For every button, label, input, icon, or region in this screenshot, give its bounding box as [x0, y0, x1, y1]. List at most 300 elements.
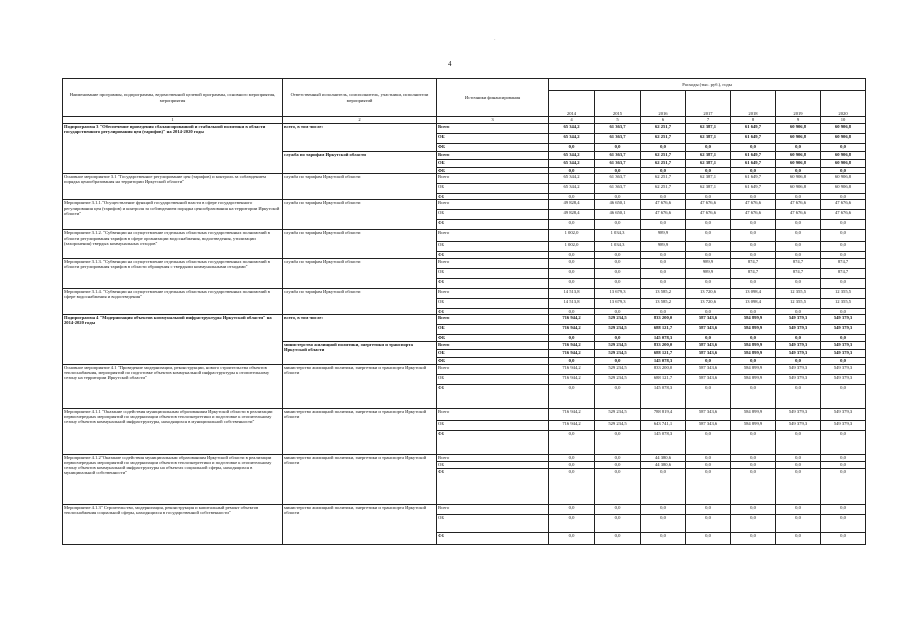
- value-cell: 61 363,7: [595, 184, 641, 194]
- value-cell: 0,0: [595, 168, 641, 174]
- value-cell: 587 343,6: [686, 420, 731, 430]
- column-number: 9: [776, 117, 821, 124]
- value-cell: 549 379,3: [821, 374, 866, 384]
- source-cell: Всего: [437, 504, 549, 514]
- value-cell: 60 906,8: [776, 152, 821, 160]
- value-cell: 0,0: [776, 334, 821, 341]
- value-cell: 549 379,3: [821, 314, 866, 324]
- value-cell: 0,0: [731, 384, 776, 408]
- value-cell: 0,0: [731, 514, 776, 532]
- value-cell: 0,0: [549, 268, 595, 278]
- value-cell: 13 098,4: [731, 288, 776, 298]
- value-cell: 0,0: [821, 144, 866, 152]
- value-cell: 549 379,3: [821, 408, 866, 420]
- value-cell: 874,7: [821, 258, 866, 268]
- value-cell: 145 078,3: [641, 430, 686, 454]
- executor-cell: министерство жилищной политики, энергетики и транспорта Иркутской области: [283, 504, 437, 544]
- value-cell: 0,0: [776, 252, 821, 258]
- value-cell: 0,0: [776, 468, 821, 504]
- value-cell: 0,0: [821, 532, 866, 544]
- value-cell: 0,0: [821, 468, 866, 504]
- value-cell: 0,0: [641, 144, 686, 152]
- executor-cell: министерство жилищной политики, энергетики и транспорта Иркутской области: [283, 364, 437, 408]
- value-cell: 549 379,3: [776, 420, 821, 430]
- value-cell: 0,0: [641, 252, 686, 258]
- value-cell: 529 234,5: [595, 420, 641, 430]
- column-number: 4: [549, 117, 595, 124]
- value-cell: 46 650,1: [595, 200, 641, 210]
- value-cell: 0,0: [549, 220, 595, 230]
- source-cell: Всего: [437, 230, 549, 242]
- value-cell: 61 649,7: [731, 184, 776, 194]
- value-cell: 47 676,6: [641, 210, 686, 220]
- value-cell: 0,0: [641, 278, 686, 288]
- value-cell: 46 650,1: [595, 210, 641, 220]
- value-cell: 0,0: [641, 220, 686, 230]
- value-cell: 0,0: [776, 308, 821, 314]
- program-name-cell: Мероприятие 4.1.2"Оказание содействия муниципальным образованиям Иркутской области в реализации первоочередных мероприятий по модернизации объектов теплоэнергетики и подготовке к отопительному сезону объектов коммунальной инфраструктуры на объектах социальной сферы, находящихся в муниципальной собственности": [63, 454, 283, 504]
- value-cell: 989,9: [686, 268, 731, 278]
- source-cell: Всего: [437, 341, 549, 349]
- value-cell: 0,0: [731, 334, 776, 341]
- value-cell: 989,9: [641, 230, 686, 242]
- value-cell: 874,7: [731, 258, 776, 268]
- value-cell: 529 234,5: [595, 349, 641, 357]
- value-cell: 61 649,7: [731, 124, 776, 134]
- value-cell: 0,0: [549, 258, 595, 268]
- value-cell: 0,0: [686, 532, 731, 544]
- value-cell: 0,0: [821, 454, 866, 461]
- value-cell: 0,0: [821, 308, 866, 314]
- value-cell: 0,0: [776, 168, 821, 174]
- value-cell: 62 251,7: [641, 152, 686, 160]
- value-cell: 0,0: [549, 454, 595, 461]
- year-header: 2014: [549, 91, 595, 117]
- value-cell: 0,0: [686, 357, 731, 364]
- executor-cell: служба по тарифам Иркутской области: [283, 288, 437, 314]
- program-name-cell: Мероприятие 3.1.2. "Субвенции на осуществление отдельных областных государственных полномочий в области регулирования тарифов в сфере организации водоснабжения, водоотведения, утилизации (захоронения) твердых коммунальных отходов": [63, 230, 283, 258]
- value-cell: 0,0: [595, 454, 641, 461]
- program-name-cell: Основное мероприятие 3.1 "Государственное регулирование цен (тарифов) и контроль за соблюдением порядка ценообразования на территории Иркутской области": [63, 174, 283, 200]
- page-number: 4: [448, 60, 452, 68]
- value-cell: 0,0: [595, 514, 641, 532]
- value-cell: 47 676,6: [641, 200, 686, 210]
- value-cell: 0,0: [821, 220, 866, 230]
- source-cell: ОБ: [437, 461, 549, 468]
- value-cell: 549 379,3: [776, 341, 821, 349]
- value-cell: 549 379,3: [776, 374, 821, 384]
- value-cell: 549 379,3: [776, 408, 821, 420]
- value-cell: 529 234,5: [595, 324, 641, 334]
- value-cell: 60 906,8: [776, 160, 821, 168]
- value-cell: 0,0: [731, 144, 776, 152]
- source-cell: ФБ: [437, 357, 549, 364]
- value-cell: 0,0: [821, 334, 866, 341]
- year-header: 2017: [686, 91, 731, 117]
- source-cell: ФБ: [437, 384, 549, 408]
- value-cell: 584 899,9: [731, 420, 776, 430]
- value-cell: 788 819,4: [641, 408, 686, 420]
- value-cell: 549 379,3: [821, 364, 866, 374]
- value-cell: 0,0: [731, 252, 776, 258]
- value-cell: 0,0: [731, 242, 776, 252]
- executor-cell: служба по тарифам Иркутской области: [283, 258, 437, 288]
- value-cell: 0,0: [549, 168, 595, 174]
- value-cell: 65 344,2: [549, 124, 595, 134]
- value-cell: 0,0: [821, 230, 866, 242]
- value-cell: 44 380,6: [641, 461, 686, 468]
- year-header: 2018: [731, 91, 776, 117]
- value-cell: 0,0: [549, 144, 595, 152]
- value-cell: 549 379,3: [821, 349, 866, 357]
- value-cell: 0,0: [821, 242, 866, 252]
- value-cell: 584 899,9: [731, 314, 776, 324]
- value-cell: 13 585,2: [641, 288, 686, 298]
- value-cell: 584 899,9: [731, 364, 776, 374]
- value-cell: 62 251,7: [641, 134, 686, 144]
- value-cell: 0,0: [595, 144, 641, 152]
- value-cell: 61 363,7: [595, 152, 641, 160]
- value-cell: 47 676,6: [731, 210, 776, 220]
- value-cell: 0,0: [821, 168, 866, 174]
- value-cell: 61 649,7: [731, 152, 776, 160]
- value-cell: 549 379,3: [776, 349, 821, 357]
- value-cell: 584 899,9: [731, 408, 776, 420]
- value-cell: 0,0: [776, 532, 821, 544]
- value-cell: 61 649,7: [731, 174, 776, 184]
- value-cell: 874,7: [776, 268, 821, 278]
- source-cell: Всего: [437, 200, 549, 210]
- value-cell: 60 906,8: [776, 174, 821, 184]
- value-cell: 1 034,3: [595, 230, 641, 242]
- program-name-cell: Мероприятие 3.1.1."Осуществление функций государственной власти в сфере государственного регулирования цен (тарифов) и контроля за соблюдением порядка ценообразования на территории Иркутской области": [63, 200, 283, 230]
- value-cell: 13 679,3: [595, 288, 641, 298]
- value-cell: 0,0: [641, 268, 686, 278]
- source-cell: ОБ: [437, 210, 549, 220]
- column-number: 10: [821, 117, 866, 124]
- source-cell: Всего: [437, 408, 549, 420]
- value-cell: 0,0: [821, 384, 866, 408]
- value-cell: 0,0: [549, 252, 595, 258]
- source-cell: Всего: [437, 364, 549, 374]
- executor-cell: всего, в том числе:: [283, 124, 437, 152]
- program-name-cell: Подпрограмма 3 "Обеспечение проведения сбалансированной и стабильной политики в области государственного регулирования цен (тарифов)" на 2014-2020 годы: [63, 124, 283, 174]
- source-cell: ОБ: [437, 324, 549, 334]
- value-cell: 0,0: [686, 278, 731, 288]
- value-cell: 584 899,9: [731, 341, 776, 349]
- source-cell: ОБ: [437, 374, 549, 384]
- value-cell: 0,0: [686, 514, 731, 532]
- value-cell: 0,0: [595, 278, 641, 288]
- value-cell: 716 944,2: [549, 341, 595, 349]
- value-cell: 0,0: [641, 194, 686, 200]
- value-cell: 47 676,6: [821, 200, 866, 210]
- value-cell: 14 513,8: [549, 298, 595, 308]
- source-cell: ФБ: [437, 220, 549, 230]
- value-cell: 60 906,8: [776, 134, 821, 144]
- source-cell: ФБ: [437, 194, 549, 200]
- source-cell: ОБ: [437, 268, 549, 278]
- value-cell: 1 034,3: [595, 242, 641, 252]
- source-cell: ФБ: [437, 168, 549, 174]
- value-cell: 60 906,8: [776, 184, 821, 194]
- value-cell: 587 343,6: [686, 364, 731, 374]
- value-cell: 587 343,6: [686, 314, 731, 324]
- value-cell: 62 387,1: [686, 124, 731, 134]
- source-cell: Всего: [437, 174, 549, 184]
- value-cell: 0,0: [595, 220, 641, 230]
- column-number: 2: [283, 117, 437, 124]
- value-cell: 0,0: [776, 230, 821, 242]
- value-cell: 0,0: [686, 430, 731, 454]
- program-name-cell: Мероприятие 4.1.3" Строительство, модернизация, реконструкция и капитальный ремонт объектов теплоснабжения социальной сферы, находящихся в государственной собственности": [63, 504, 283, 544]
- value-cell: 0,0: [549, 278, 595, 288]
- value-cell: 47 676,6: [731, 200, 776, 210]
- value-cell: 0,0: [641, 468, 686, 504]
- value-cell: 61 363,7: [595, 160, 641, 168]
- source-cell: ОБ: [437, 134, 549, 144]
- value-cell: 47 676,6: [686, 200, 731, 210]
- value-cell: 0,0: [595, 252, 641, 258]
- value-cell: 65 344,2: [549, 174, 595, 184]
- column-number: 6: [641, 117, 686, 124]
- value-cell: 0,0: [776, 504, 821, 514]
- value-cell: 62 387,1: [686, 184, 731, 194]
- value-cell: 688 121,7: [641, 324, 686, 334]
- value-cell: 0,0: [686, 334, 731, 341]
- value-cell: 716 944,2: [549, 364, 595, 374]
- value-cell: 584 899,9: [731, 374, 776, 384]
- value-cell: 0,0: [549, 430, 595, 454]
- table-row: [63, 364, 866, 374]
- value-cell: 62 251,7: [641, 160, 686, 168]
- value-cell: 0,0: [686, 384, 731, 408]
- value-cell: 716 944,2: [549, 349, 595, 357]
- source-cell: ОБ: [437, 242, 549, 252]
- value-cell: 989,9: [641, 242, 686, 252]
- value-cell: 0,0: [549, 504, 595, 514]
- executor-cell: министерство жилищной политики, энергетики и транспорта Иркутской области: [283, 408, 437, 454]
- source-cell: ОБ: [437, 298, 549, 308]
- value-cell: 0,0: [595, 461, 641, 468]
- value-cell: 0,0: [776, 278, 821, 288]
- expenses-table: [62, 78, 866, 545]
- value-cell: 65 344,2: [549, 184, 595, 194]
- value-cell: 0,0: [641, 168, 686, 174]
- value-cell: 145 078,3: [641, 334, 686, 341]
- value-cell: 0,0: [731, 532, 776, 544]
- value-cell: 0,0: [686, 252, 731, 258]
- value-cell: 61 363,7: [595, 134, 641, 144]
- value-cell: 47 676,6: [821, 210, 866, 220]
- value-cell: 13 098,4: [731, 298, 776, 308]
- value-cell: 13 720,6: [686, 298, 731, 308]
- value-cell: 12 355,5: [776, 298, 821, 308]
- value-cell: 688 121,7: [641, 374, 686, 384]
- value-cell: 0,0: [686, 461, 731, 468]
- value-cell: 62 251,7: [641, 174, 686, 184]
- source-cell: ФБ: [437, 144, 549, 152]
- table-row: [63, 200, 866, 210]
- year-header: 2019: [776, 91, 821, 117]
- value-cell: 13 585,2: [641, 298, 686, 308]
- value-cell: 0,0: [549, 461, 595, 468]
- value-cell: 0,0: [776, 357, 821, 364]
- value-cell: 0,0: [776, 220, 821, 230]
- value-cell: 1 002,0: [549, 230, 595, 242]
- year-header: 2016: [641, 91, 686, 117]
- value-cell: 0,0: [641, 308, 686, 314]
- source-cell: ОБ: [437, 184, 549, 194]
- value-cell: 12 355,5: [776, 288, 821, 298]
- value-cell: 0,0: [595, 194, 641, 200]
- value-cell: 0,0: [686, 230, 731, 242]
- value-cell: 0,0: [731, 194, 776, 200]
- value-cell: 0,0: [595, 258, 641, 268]
- value-cell: 0,0: [549, 532, 595, 544]
- value-cell: 0,0: [686, 454, 731, 461]
- value-cell: 549 379,3: [821, 324, 866, 334]
- value-cell: 60 906,8: [821, 134, 866, 144]
- value-cell: 0,0: [595, 532, 641, 544]
- executor-cell: министерство жилищной политики, энергетики и транспорта Иркутской области: [283, 454, 437, 504]
- executor-cell: служба по тарифам Иркутской области: [283, 230, 437, 258]
- value-cell: 584 899,9: [731, 324, 776, 334]
- value-cell: 529 234,5: [595, 341, 641, 349]
- value-cell: 0,0: [595, 430, 641, 454]
- value-cell: 61 363,7: [595, 174, 641, 184]
- value-cell: 529 234,5: [595, 364, 641, 374]
- value-cell: 0,0: [731, 308, 776, 314]
- column-number: 8: [731, 117, 776, 124]
- value-cell: 61 649,7: [731, 160, 776, 168]
- source-cell: Всего: [437, 314, 549, 324]
- table-row: [63, 504, 866, 514]
- value-cell: 0,0: [686, 144, 731, 152]
- value-cell: 0,0: [821, 278, 866, 288]
- program-name-cell: Мероприятие 4.1.1 "Оказание содействия муниципальным образованиям Иркутской области в реализации первоочередных мероприятий по модернизации объектов теплоэнергетики и подготовке к отопительному сезону объектов коммунальной инфраструктуры, находящихся в муниципальной собственности": [63, 408, 283, 454]
- value-cell: 65 344,2: [549, 152, 595, 160]
- header-expenses: Расходы (тыс. руб.), годы: [549, 79, 866, 91]
- table-row: [63, 174, 866, 184]
- value-cell: 13 720,6: [686, 288, 731, 298]
- value-cell: 0,0: [731, 357, 776, 364]
- value-cell: 0,0: [595, 468, 641, 504]
- stray-mark: ·: [494, 38, 496, 43]
- value-cell: 0,0: [776, 194, 821, 200]
- value-cell: 0,0: [821, 252, 866, 258]
- value-cell: 0,0: [549, 468, 595, 504]
- value-cell: 716 944,2: [549, 314, 595, 324]
- value-cell: 0,0: [549, 357, 595, 364]
- value-cell: 529 234,5: [595, 374, 641, 384]
- program-name-cell: Подпрограмма 4 "Модернизация объектов коммунальной инфраструктуры Иркутской области" на 2014-2020 годы: [63, 314, 283, 364]
- program-name-cell: Мероприятие 3.1.4. "Субвенции на осуществление отдельных областных государственных полномочий в сфере водоснабжения и водоотведения": [63, 288, 283, 314]
- source-cell: Всего: [437, 454, 549, 461]
- value-cell: 0,0: [595, 384, 641, 408]
- value-cell: 0,0: [731, 230, 776, 242]
- table-row: [63, 288, 866, 298]
- value-cell: 584 899,9: [731, 349, 776, 357]
- value-cell: 62 251,7: [641, 184, 686, 194]
- value-cell: 0,0: [686, 468, 731, 504]
- value-cell: 62 387,1: [686, 174, 731, 184]
- table-row: [63, 454, 866, 461]
- value-cell: 0,0: [821, 504, 866, 514]
- value-cell: 47 676,6: [776, 210, 821, 220]
- value-cell: 0,0: [641, 514, 686, 532]
- value-cell: 62 387,1: [686, 152, 731, 160]
- value-cell: 145 078,3: [641, 357, 686, 364]
- value-cell: 49 828,4: [549, 200, 595, 210]
- header-executor: Ответственный исполнитель, соисполнитель, участники, исполнители мероприятий: [283, 79, 437, 117]
- source-cell: ФБ: [437, 308, 549, 314]
- value-cell: 60 906,8: [821, 160, 866, 168]
- value-cell: 145 078,3: [641, 384, 686, 408]
- executor-cell: служба по тарифам Иркутской области: [283, 200, 437, 230]
- value-cell: 549 379,3: [776, 324, 821, 334]
- source-cell: ФБ: [437, 278, 549, 288]
- value-cell: 549 379,3: [821, 341, 866, 349]
- value-cell: 47 676,6: [686, 210, 731, 220]
- column-number: 5: [595, 117, 641, 124]
- value-cell: 0,0: [731, 430, 776, 454]
- source-cell: ОБ: [437, 514, 549, 532]
- value-cell: 0,0: [776, 144, 821, 152]
- value-cell: 0,0: [595, 334, 641, 341]
- value-cell: 0,0: [731, 168, 776, 174]
- table-row: [63, 314, 866, 324]
- value-cell: 0,0: [776, 242, 821, 252]
- source-cell: ОБ: [437, 349, 549, 357]
- value-cell: 0,0: [686, 504, 731, 514]
- value-cell: 0,0: [686, 194, 731, 200]
- source-cell: ФБ: [437, 532, 549, 544]
- value-cell: 0,0: [821, 461, 866, 468]
- value-cell: 0,0: [821, 194, 866, 200]
- value-cell: 716 944,2: [549, 408, 595, 420]
- value-cell: 0,0: [686, 220, 731, 230]
- value-cell: 549 379,3: [821, 420, 866, 430]
- value-cell: 65 344,2: [549, 160, 595, 168]
- column-number: 7: [686, 117, 731, 124]
- value-cell: 1 002,0: [549, 242, 595, 252]
- value-cell: 587 343,6: [686, 408, 731, 420]
- value-cell: 61 363,7: [595, 124, 641, 134]
- value-cell: 60 906,8: [776, 124, 821, 134]
- value-cell: 529 234,5: [595, 408, 641, 420]
- value-cell: 529 234,5: [595, 314, 641, 324]
- value-cell: 60 906,8: [821, 174, 866, 184]
- column-number: 3: [437, 117, 549, 124]
- value-cell: 60 906,8: [821, 152, 866, 160]
- value-cell: 62 387,1: [686, 160, 731, 168]
- table-row: [63, 230, 866, 242]
- table-row: [63, 258, 866, 268]
- value-cell: 0,0: [549, 334, 595, 341]
- value-cell: 0,0: [641, 504, 686, 514]
- value-cell: 0,0: [549, 384, 595, 408]
- value-cell: 61 649,7: [731, 134, 776, 144]
- value-cell: 716 944,2: [549, 374, 595, 384]
- source-cell: ОБ: [437, 420, 549, 430]
- value-cell: 0,0: [686, 242, 731, 252]
- value-cell: 0,0: [821, 357, 866, 364]
- value-cell: 0,0: [549, 194, 595, 200]
- value-cell: 833 200,0: [641, 364, 686, 374]
- value-cell: 643 741,1: [641, 420, 686, 430]
- value-cell: 49 828,4: [549, 210, 595, 220]
